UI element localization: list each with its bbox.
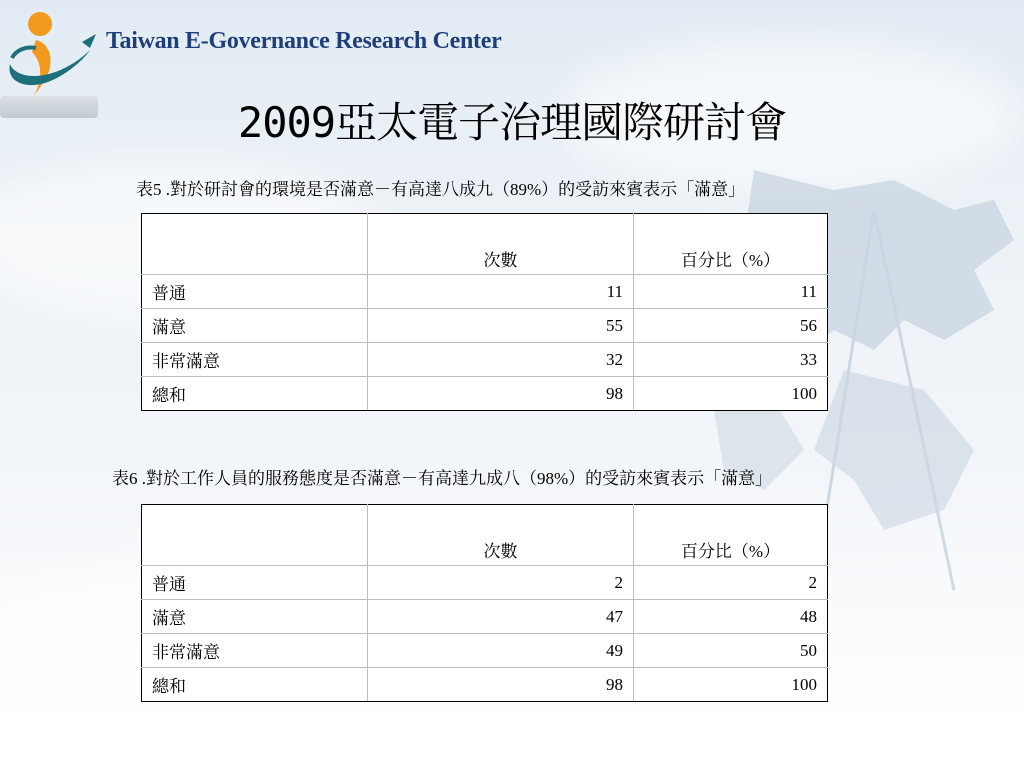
row-count: 32 — [368, 343, 634, 377]
header-cell-blank — [142, 505, 368, 566]
survey-table-environment — [141, 213, 828, 411]
table-row — [142, 634, 828, 668]
table-header-row — [142, 505, 828, 566]
table-row-total — [142, 668, 828, 702]
row-percent: 2 — [634, 566, 828, 600]
row-count: 2 — [368, 566, 634, 600]
row-percent: 11 — [634, 275, 828, 309]
row-count: 98 — [368, 377, 634, 411]
row-count: 98 — [368, 668, 634, 702]
row-count: 49 — [368, 634, 634, 668]
table-row — [142, 566, 828, 600]
row-percent: 100 — [634, 668, 828, 702]
row-count: 47 — [368, 600, 634, 634]
survey-table-staff-service — [141, 504, 828, 702]
row-label: 總和 — [142, 377, 368, 411]
header-cell-count: 次數 — [368, 214, 634, 275]
row-label: 普通 — [142, 275, 368, 309]
row-count: 55 — [368, 309, 634, 343]
table-caption: 表5 .對於研討會的環境是否滿意－有高達八成九（89%）的受訪來賓表示「滿意」 — [136, 180, 746, 199]
row-label: 非常滿意 — [142, 343, 368, 377]
row-percent: 56 — [634, 309, 828, 343]
row-label: 滿意 — [142, 600, 368, 634]
table-row — [142, 309, 828, 343]
header-cell-percent: 百分比（%） — [634, 505, 828, 566]
table-row — [142, 600, 828, 634]
row-count: 11 — [368, 275, 634, 309]
organization-name: Taiwan E-Governance Research Center — [106, 28, 502, 54]
table-row — [142, 275, 828, 309]
row-percent: 50 — [634, 634, 828, 668]
row-label: 總和 — [142, 668, 368, 702]
row-label: 滿意 — [142, 309, 368, 343]
table-caption: 表6 .對於工作人員的服務態度是否滿意－有高達九成八（98%）的受訪來賓表示「滿意」 — [112, 469, 773, 488]
row-label: 普通 — [142, 566, 368, 600]
page-title: 2009亞太電子治理國際研討會 — [237, 98, 787, 147]
row-percent: 100 — [634, 377, 828, 411]
row-percent: 33 — [634, 343, 828, 377]
row-percent: 48 — [634, 600, 828, 634]
table-row-total — [142, 377, 828, 411]
table-row — [142, 343, 828, 377]
header-cell-blank — [142, 214, 368, 275]
table-header-row — [142, 214, 828, 275]
row-label: 非常滿意 — [142, 634, 368, 668]
header-cell-count: 次數 — [368, 505, 634, 566]
header-cell-percent: 百分比（%） — [634, 214, 828, 275]
